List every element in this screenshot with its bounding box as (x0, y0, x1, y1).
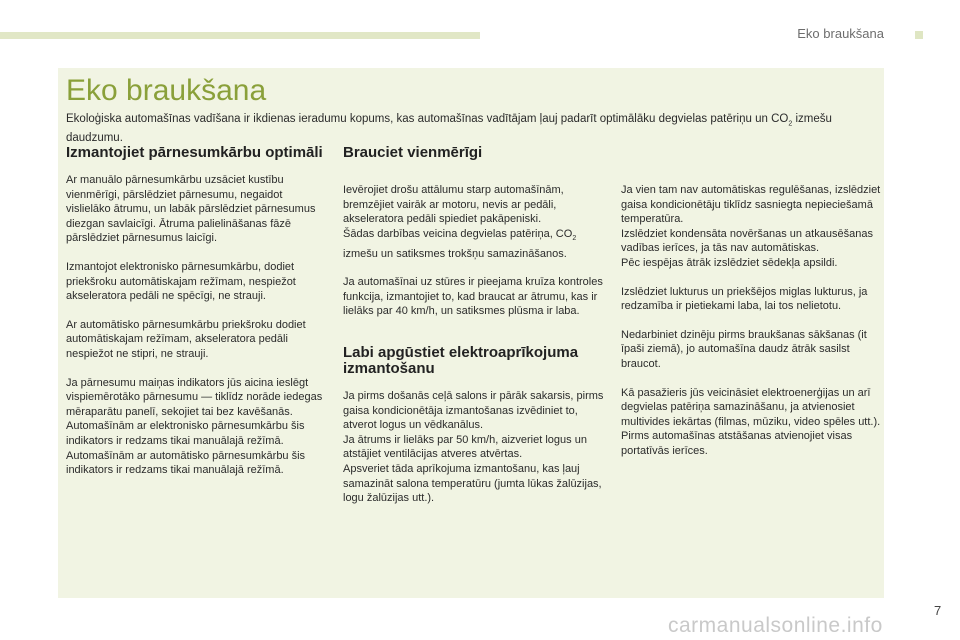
paragraph-safe-distance (343, 183, 605, 261)
paragraph-gear-indicator (66, 376, 326, 478)
portable-devices-text: Pirms automašīnas atstāšanas atvienojiet visas portatīvās ierīces. (621, 430, 853, 457)
paragraph-multimedia (621, 386, 883, 459)
intro-text-2: izmešu daudzumu. (66, 113, 832, 145)
ventilate-text: Ja pirms došanās ceļā salons ir pārāk sakarsis, pirms gaisa kondicionētāja izmantošanas izvēdiniet to, atverot logus un vēdkanālus. (343, 389, 604, 432)
column-smooth-driving (343, 145, 605, 520)
emissions-subscript: 2 (572, 234, 577, 242)
heading-smooth-driving: Brauciet vienmērīgi (343, 144, 483, 161)
header-accent-bar (0, 32, 480, 39)
heading-electrical-equipment: Labi apgūstiet elektroaprīkojuma izmantošanu (343, 343, 579, 377)
gear-indicator-text-2: Automašīnām ar elektronisko pārnesumkārbu šis indikators ir redzams tikai manuālajā režīmā. (66, 420, 305, 447)
paragraph-cruise-control: Ja automašīnai uz stūres ir pieejama kruīza kontroles funkcija, izmantojiet to, kad braucat ar ātrumu, kas ir lielāks par 40 km/h, un satiksmes plūsma ir laba. (343, 276, 603, 318)
paragraph-air-conditioning (343, 389, 605, 506)
heading-gearbox: Izmantojiet pārnesumkārbu optimāli (66, 144, 323, 161)
paragraph-electronic-gearbox: Izmantojot elektronisko pārnesumkārbu, dodiet priekšroku automātiskajam režīmam, nespiežot akseleratora pedāli ne spēcīgi, ne strauji. (66, 260, 296, 303)
header-square-marker (915, 31, 923, 39)
defrost-text: Izslēdziet kondensāta novēršanas un atkausēšanas vadības ierīces, ja tās nav automātiskas. (621, 227, 873, 255)
gear-indicator-text-3: Automašīnām ar automātisko pārnesumkārbu šis indikators ir redzams tikai manuālajā režīmā. (66, 449, 306, 477)
climate-off-text: Ja vien tam nav automātiskas regulēšanas, izslēdziet gaisa kondicionētāju tiklīdz sasniegta nepieciešamā temperatūra. (621, 184, 881, 226)
close-windows-text: Ja ātrums ir lielāks par 50 km/h, aizveriet logus un atstājiet ventilācijas atveres atvērtas. (343, 433, 587, 461)
seat-heating-text: Pēc iespējas ātrāk izslēdziet sēdekļa apsildi. (621, 256, 838, 269)
intro-text-1: Ekoloģiska automašīnas vadīšana ir ikdienas ieradumu kopums, kas automašīnas vadītājam ļauj padarīt optimālāku degvielas patēriņu un CO (66, 113, 789, 125)
paragraph-manual-gearbox: Ar manuālo pārnesumkārbu uzsāciet kustību vienmērīgi, pārslēdziet pārnesumu, negaidot vislielāko ātrumu, un labāk pārslēdziet pārnesumus diezgan savlaicīgi. Ātruma palielināšanas fāzē pārslēdziet pārnesumus laicīgi. (66, 174, 316, 245)
emissions-text-2: izmešu un satiksmes trokšņu samazināšanos. (343, 247, 567, 260)
page-title: Eko braukšana (66, 74, 267, 107)
watermark: carmanualsonline.info (668, 614, 883, 637)
paragraph-automatic-gearbox: Ar automātisko pārnesumkārbu priekšroku dodiet automātiskajam režīmam, akseleratora pedāli nespiežot ne stipri, ne strauji. (66, 318, 306, 360)
safe-distance-text: Ievērojiet drošu attālumu starp automašīnām, bremzējiet vairāk ar motoru, nevis ar pedāli, akseleratora pedāli spiediet pakāpeniski. (343, 184, 564, 226)
paragraph-engine-warmup: Nedarbiniet dzinēju pirms braukšanas sākšanas (it īpaši ziemā), jo automašīna daudz ātrāk sasilst braucot. (621, 328, 867, 370)
intro-subscript: 2 (788, 120, 793, 128)
intro-paragraph (66, 112, 866, 146)
blinds-text: Apsveriet tāda aprīkojuma izmantošanu, kas ļauj samazināt salona temperatūru (jumta lūkas žalūzijas, logu žalūzijas utt.). (343, 462, 602, 505)
paragraph-climate-off (621, 183, 883, 271)
gear-indicator-text-1: Ja pārnesumu maiņas indikators jūs aicina ieslēgt vispiemērotāko pārnesumu — tiklīdz norāde iedegas mēraparātu panelī, sekojiet tai bez kavēšanās. (66, 376, 323, 418)
page-number: 7 (934, 603, 942, 618)
multimedia-text: Kā pasažieris jūs veicināsiet elektroenerģijas un arī degvielas patēriņa samazināšanu, ja atvienosiet multivides iekārtas (filmas, mūziku, video spēles utt.). (621, 386, 881, 428)
paragraph-lights: Izslēdziet lukturus un priekšējos miglas lukturus, ja redzamība ir pietiekami laba, lai tos nelietotu. (621, 285, 868, 313)
header-section-title: Eko braukšana (797, 26, 884, 41)
emissions-text-1: Šādas darbības veicina degvielas patēriņa, CO (343, 227, 573, 240)
column-energy-saving (621, 183, 883, 473)
column-gearbox (66, 145, 326, 492)
